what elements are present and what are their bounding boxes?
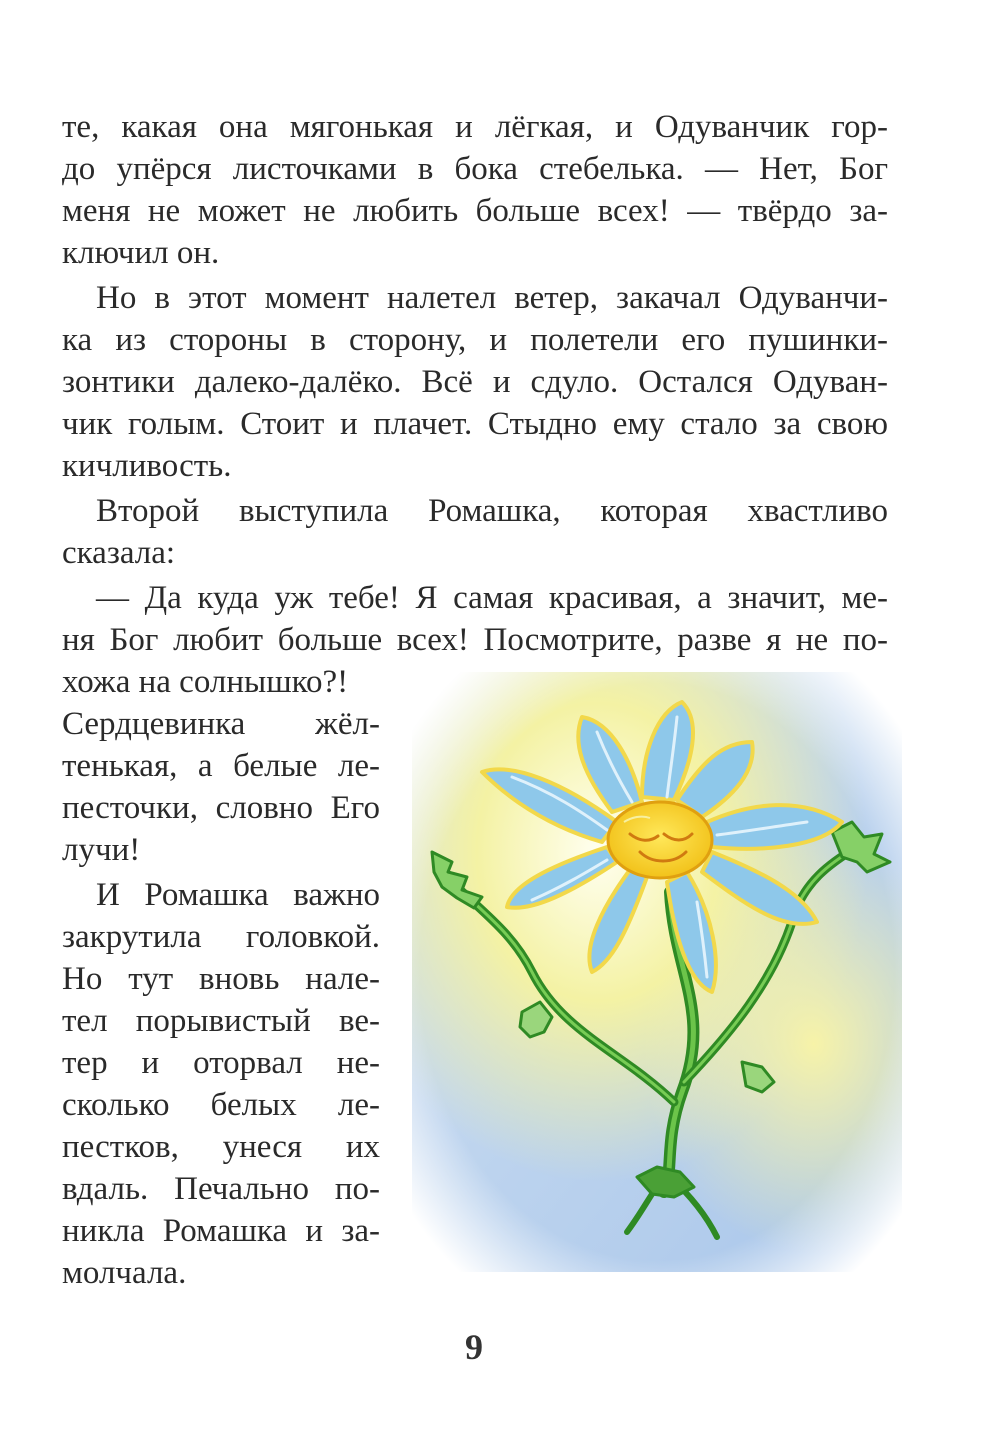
text-line: ключил он. xyxy=(62,235,220,271)
text-line: Но тут вновь нале- xyxy=(62,961,380,997)
text-line: сколько белых ле- xyxy=(62,1087,380,1123)
text-line: меня не может не любить больше всех! — твёрдо за- xyxy=(62,193,888,229)
text-line: Второй выступила Ромашка, которая хвастливо xyxy=(96,493,888,529)
text-line: вдаль. Печально по- xyxy=(62,1171,380,1207)
text-line: молчала. xyxy=(62,1255,187,1291)
text-line: зонтики далеко-далёко. Всё и сдуло. Остался Одуван- xyxy=(62,364,888,400)
text-line: И Ромашка важно xyxy=(96,877,380,913)
text-line: пестков, унеся их xyxy=(62,1129,380,1165)
text-line: закрутила головкой. xyxy=(62,919,380,955)
flower-center xyxy=(608,802,712,878)
text-line: сказала: xyxy=(62,535,176,571)
text-line: — Да куда уж тебе! Я самая красивая, а значит, ме- xyxy=(96,580,888,616)
text-line: чик голым. Стоит и плачет. Стыдно ему стало за свою xyxy=(62,406,888,442)
page-number: 9 xyxy=(465,1327,483,1367)
text-line: те, какая она мягонькая и лёгкая, и Одуванчик гор- xyxy=(62,109,888,145)
text-line: никла Ромашка и за- xyxy=(62,1213,380,1249)
text-line: до упёрся листочками в бока стебелька. — Нет, Бог xyxy=(62,151,888,187)
text-line: тел порывистый ве- xyxy=(62,1003,380,1039)
text-line: лучи! xyxy=(62,832,141,868)
text-line: тер и оторвал не- xyxy=(62,1045,380,1081)
text-line: тенькая, а белые ле- xyxy=(62,748,380,784)
text-line: ка из стороны в сторону, и полетели его пушинки- xyxy=(62,322,888,358)
text-line: Но в этот момент налетел ветер, закачал Одуванчи- xyxy=(96,280,888,316)
text-line: ня Бог любит больше всех! Посмотрите, разве я не по- xyxy=(62,622,888,658)
text-line: хожа на солнышко?! xyxy=(62,664,349,700)
chamomile-illustration xyxy=(412,672,902,1272)
text-line: песточки, словно Его xyxy=(62,790,380,826)
text-line: Сердцевинка жёл- xyxy=(62,706,380,742)
text-line: кичливость. xyxy=(62,448,232,484)
